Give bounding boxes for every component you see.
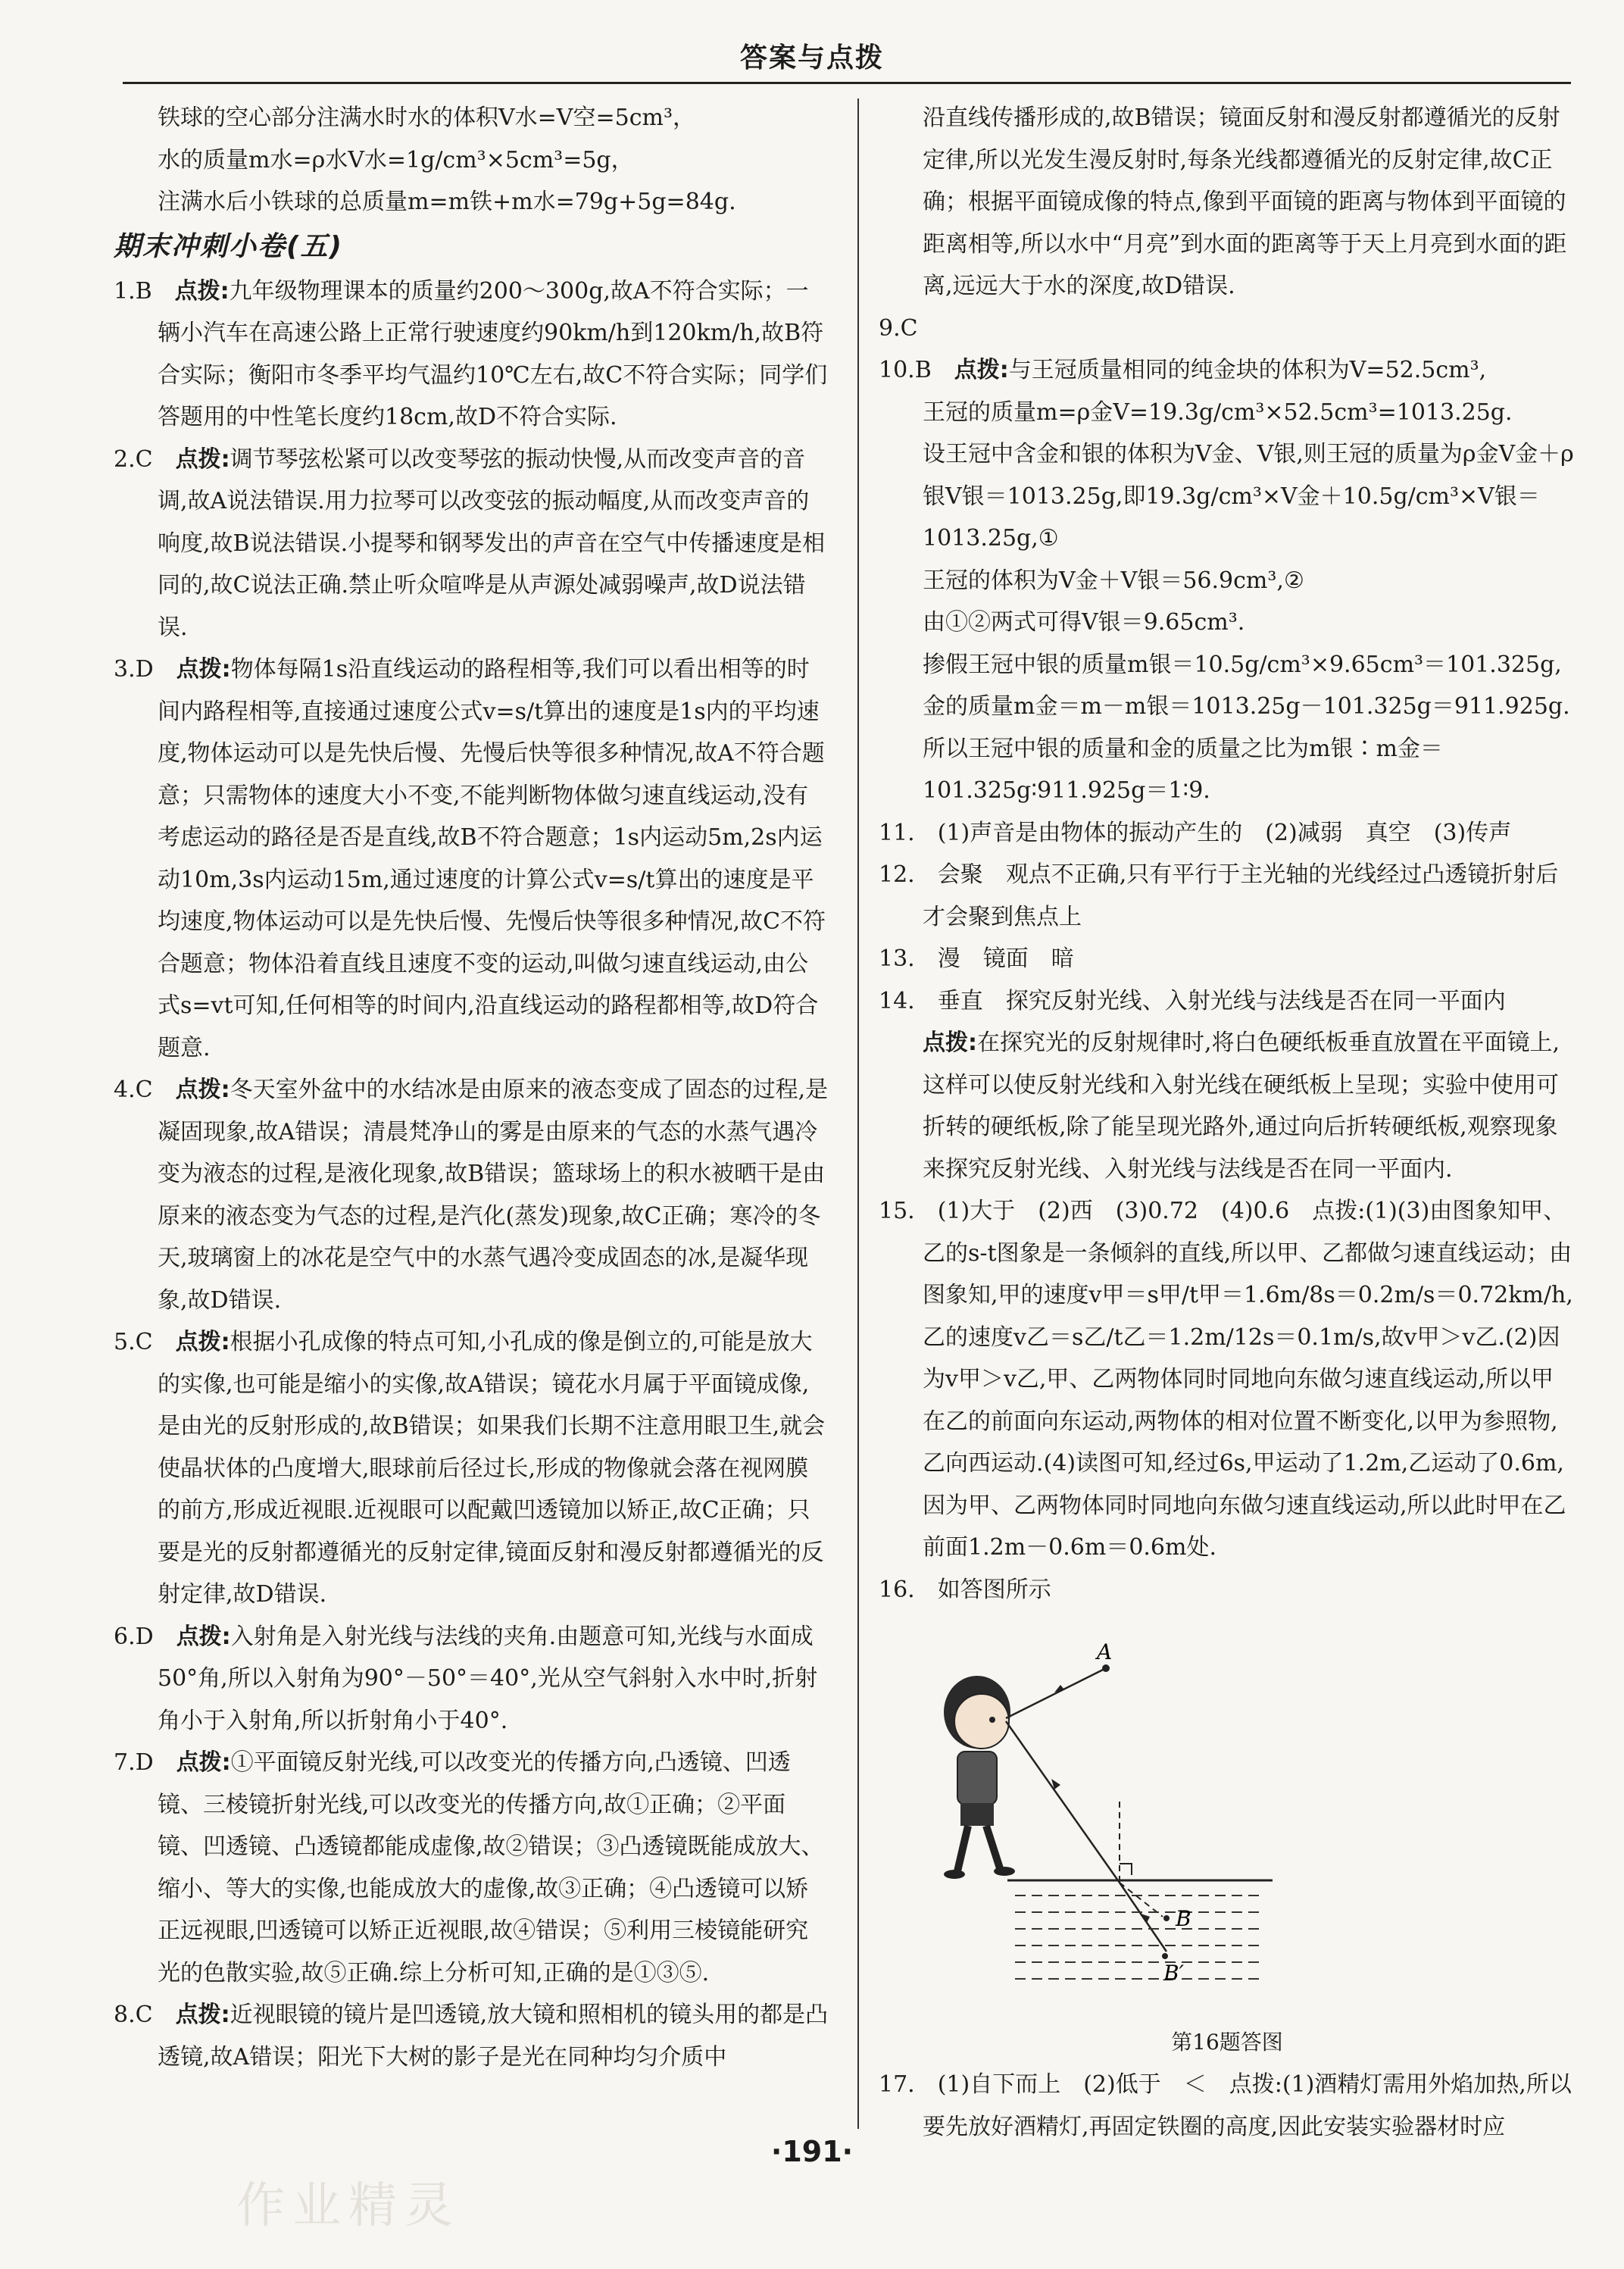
answer-paragraph [879, 812, 1576, 855]
question-number: 9.C [879, 314, 918, 342]
answer-text: (1)声音是由物体的振动产生的 (2)减弱 真空 (3)传声 [937, 819, 1512, 846]
question-number: 5.C [114, 1329, 153, 1355]
point-b-image-label: B′ [1163, 1961, 1184, 1986]
watermark: 作业精灵 [236, 2178, 461, 2234]
boy-illustration [944, 1676, 1015, 1879]
answer-text: 近视眼镜的镜片是凹透镜,放大镜和照相机的镜头用的都是凸透镜,故A错误；阳光下大树的影子是光在同种均匀介质中 [158, 2002, 829, 2071]
hint-keyword: 点拨: [175, 1329, 230, 1355]
answer-paragraph [114, 97, 829, 139]
answer-paragraph [114, 1994, 829, 2078]
hint-keyword: 点拨: [175, 445, 230, 473]
question-number: 15. [879, 1198, 915, 1224]
hint-keyword: 点拨: [175, 1077, 230, 1103]
question-number: 14. [879, 987, 915, 1014]
answer-paragraph [879, 980, 1576, 1023]
question-number: 17. [879, 2071, 915, 2098]
hint-keyword: 点拨: [954, 357, 1009, 383]
answer-text: 物体每隔1s沿直线运动的路程相等,我们可以看出相等的时间内路程相等,直接通过速度公式v=s/t算出的速度是1s内的平均速度,物体运动可以是先快后慢、先慢后快等很多种情况,故A不符合题意；只需物体的速度大小不变,不能判断物体做匀速直线运动,没有考虑运动的路径是否是直线,故B不符合题意；1s内运动5m,2s内运动10m,3s内运动15m,通过速度的计算公式v=s/t算出的速度是平均速度,物体运动可以是先快后慢、先慢后快等很多种情况,故C不符合题意；物体沿着直线且速度不变的运动,叫做匀速直线运动,由公式s=vt可知,任何相等的时间内,沿直线运动的路程都相等,故D符合题意. [158, 656, 826, 1061]
answer-paragraph [879, 97, 1576, 308]
question-number: 6.D [114, 1623, 154, 1650]
light-path-diagram [879, 1614, 1576, 2023]
question-number: 3.D [114, 656, 154, 683]
hint-keyword: 点拨: [176, 1623, 231, 1650]
point-a-label: A [1097, 1639, 1113, 1664]
answer-text: 王冠的质量m=ρ金V=19.3g/cm³×52.5cm³=1013.25g. [923, 398, 1513, 426]
answer-paragraph [114, 181, 829, 223]
answer-text: ①平面镜反射光线,可以改变光的传播方向,凸透镜、凹透镜、三棱镜折射光线,可以改变光的传播方向,故①正确；②平面镜、凹透镜、凸透镜都能成虚像,故②错误；③凸透镜既能成放大、缩小、等大的实像,也能成放大的虚像,故③正确；④凸透镜可以矫正远视眼,凹透镜可以矫正近视眼,故④错误；⑤利用三棱镜能研究光的色散实验,故⑤正确.综上分析可知,正确的是①③⑤. [158, 1749, 824, 1986]
answer-text: 与王冠质量相同的纯金块的体积为V=52.5cm³, [1008, 357, 1487, 383]
hint-keyword: 点拨: [923, 1030, 977, 1056]
question-number: 4.C [114, 1077, 153, 1103]
answer-text: 掺假王冠中银的质量m银＝10.5g/cm³×9.65cm³＝101.325g,金的质量m金＝m－m银＝1013.25g－101.325g＝911.925g. [923, 651, 1570, 720]
header-rule [123, 82, 1571, 84]
answer-text: 如答图所示 [937, 1576, 1051, 1603]
header-title: 答案与点拨 [739, 42, 884, 73]
answer-text: 在探究光的反射规律时,将白色硬纸板垂直放置在平面镜上,这样可以使反射光线和入射光线在硬纸板上呈现；实验中使用可折转的硬纸板,除了能呈现光路外,通过向后折转硬纸板,观察现象来探究反射光线、入射光线与法线是否在同一平面内. [923, 1030, 1560, 1183]
point-b-label: B [1176, 1906, 1191, 1931]
answer-paragraph [114, 270, 829, 439]
answer-text: 入射角是入射光线与法线的夹角.由题意可知,光线与水面成50°角,所以入射角为90°－50°＝40°,光从空气斜射入水中时,折射角小于入射角,所以折射角小于40°. [158, 1623, 818, 1734]
answer-text: (1)自下而上 (2)低于 ＜ 点拨:(1)酒精灯需用外焰加热,所以要先放好酒精灯,再固定铁圈的高度,因此安装实验器材时应 [923, 2071, 1572, 2140]
answer-paragraph [114, 439, 829, 649]
answer-text: 沿直线传播形成的,故B错误；镜面反射和漫反射都遵循光的反射定律,所以光发生漫反射时,每条光线都遵循光的反射定律,故C正确；根据平面镜成像的特点,像到平面镜的距离与物体到平面镜的距离相等,所以水中“月亮”到水面的距离等于天上月亮到水面的距离,远远大于水的深度,故D错误. [923, 105, 1567, 299]
answer-paragraph [114, 1069, 829, 1321]
answer-text: 调节琴弦松紧可以改变琴弦的振动快慢,从而改变声音的音调,故A说法错误.用力拉琴可以改变弦的振动幅度,从而改变声音的响度,故B说法错误.小提琴和钢琴发出的声音在空气中传播速度是相同的,故C说法正确.禁止听众喧哗是从声源处减弱噪声,故D说法错误. [158, 445, 826, 641]
answer-text: 漫 镜面 暗 [937, 945, 1074, 972]
answer-paragraph [879, 854, 1576, 938]
column-divider [857, 98, 859, 2129]
answer-paragraph [114, 649, 829, 1069]
question-number: 7.D [114, 1749, 154, 1776]
answer-text: 铁球的空心部分注满水时水的体积V水=V空=5cm³， [158, 105, 695, 131]
answer-paragraph [879, 602, 1576, 644]
answer-text: 设王冠中含金和银的体积为V金、V银,则王冠的质量为ρ金V金＋ρ银V银＝1013.25g,即19.3g/cm³×V金＋10.5g/cm³×V银＝1013.25g,① [923, 441, 1574, 552]
figure-caption: 第16题答图 [1171, 2030, 1283, 2055]
answer-text: 注满水后小铁球的总质量m=m铁+m水=79g+5g=84g. [158, 189, 736, 215]
answer-paragraph [114, 1616, 829, 1742]
question-number: 2.C [114, 445, 153, 473]
question-number: 8.C [114, 2002, 153, 2028]
answer-text: 九年级物理课本的质量约200～300g,故A不符合实际；一辆小汽车在高速公路上正常行驶速度约90km/h到120km/h,故B符合实际；衡阳市冬季平均气温约10℃左右,故C不符合实际；同学们答题用的中性笔长度约18cm,故D不符合实际. [158, 277, 828, 430]
answer-text: 王冠的体积为V金＋V银＝56.9cm³,② [923, 567, 1304, 594]
hint-keyword: 点拨: [176, 1749, 231, 1776]
answer-text: 垂直 探究反射光线、入射光线与法线是否在同一平面内 [937, 987, 1506, 1014]
answer-paragraph [114, 139, 829, 182]
answer-paragraph [879, 938, 1576, 980]
answer-paragraph [879, 728, 1576, 812]
hint-keyword: 点拨: [174, 277, 230, 305]
question-number: 10.B [879, 357, 932, 383]
question-number: 12. [879, 861, 915, 888]
answer-text: (1)大于 (2)西 (3)0.72 (4)0.6 点拨:(1)(3)由图象知甲、乙的s-t图象是一条倾斜的直线,所以甲、乙都做匀速直线运动；由图象知,甲的速度v甲＝s甲/t甲＝1.6m/8s＝0.2m/s＝0.72km/h,乙的速度v乙＝s乙/t乙＝1.2m/12s＝0.1m/s,故v甲＞v乙.(2)因为v甲＞v乙,甲、乙两物体同时同地向东做匀速直线运动,所以甲在乙的前面向东运动,两物体的相对位置不断变化,以甲为参照物,乙向西运动.(4)读图可知,经过6s,甲运动了1.2m,乙运动了0.6m,因为甲、乙两物体同时同地向东做匀速直线运动,所以此时甲在乙前面1.2m－0.6m＝0.6m处. [923, 1198, 1573, 1561]
section-title: 期末冲刺小卷(五) [114, 230, 343, 262]
answer-text: 会聚 观点不正确,只有平行于主光轴的光线经过凸透镜折射后才会聚到焦点上 [923, 861, 1559, 930]
answer-paragraph [879, 392, 1576, 434]
answer-paragraph [879, 1190, 1576, 1569]
right-column [879, 97, 1576, 2148]
answer-text: 所以王冠中银的质量和金的质量之比为m银∶m金＝101.325g∶911.925g＝1∶9. [923, 735, 1443, 804]
answer-paragraph [879, 644, 1576, 728]
answer-paragraph [114, 1742, 829, 1994]
answer-text: 由①②两式可得V银＝9.65cm³. [923, 609, 1245, 636]
page-number: ·191· [770, 2135, 854, 2168]
answer-paragraph [879, 1569, 1576, 1611]
hint-keyword: 点拨: [175, 2002, 230, 2028]
question-number: 16. [879, 1576, 915, 1603]
answer-figure-16 [879, 1614, 1576, 2023]
answer-paragraph [114, 1321, 829, 1616]
question-number: 13. [879, 945, 915, 972]
answer-paragraph [879, 308, 1576, 350]
answer-paragraph [879, 349, 1576, 392]
answer-paragraph [879, 1022, 1576, 1190]
answer-text: 冬天室外盆中的水结冰是由原来的液态变成了固态的过程,是凝固现象,故A错误；清晨梵净山的雾是由原来的气态的水蒸气遇冷变为液态的过程,是液化现象,故B错误；篮球场上的积水被晒干是由原来的液态变为气态的过程,是汽化(蒸发)现象,故C正确；寒冷的冬天,玻璃窗上的冰花是空气中的水蒸气遇冷变成固态的冰,是凝华现象,故D错误. [158, 1077, 829, 1314]
answer-text: 根据小孔成像的特点可知,小孔成的像是倒立的,可能是放大的实像,也可能是缩小的实像,故A错误；镜花水月属于平面镜成像,是由光的反射形成的,故B错误；如果我们长期不注意用眼卫生,就会使晶状体的凸度增大,眼球前后径过长,形成的物像就会落在视网膜的前方,形成近视眼.近视眼可以配戴凹透镜加以矫正,故C正确；只要是光的反射都遵循光的反射定律,镜面反射和漫反射都遵循光的反射定律,故D错误. [158, 1329, 826, 1608]
answer-paragraph [879, 433, 1576, 560]
left-column [114, 97, 829, 2078]
hint-keyword: 点拨: [176, 656, 231, 683]
answer-paragraph [879, 560, 1576, 602]
answer-text: 水的质量m水=ρ水V水=1g/cm³×5cm³=5g， [158, 146, 634, 173]
question-number: 11. [879, 819, 915, 846]
question-number: 1.B [114, 277, 152, 305]
